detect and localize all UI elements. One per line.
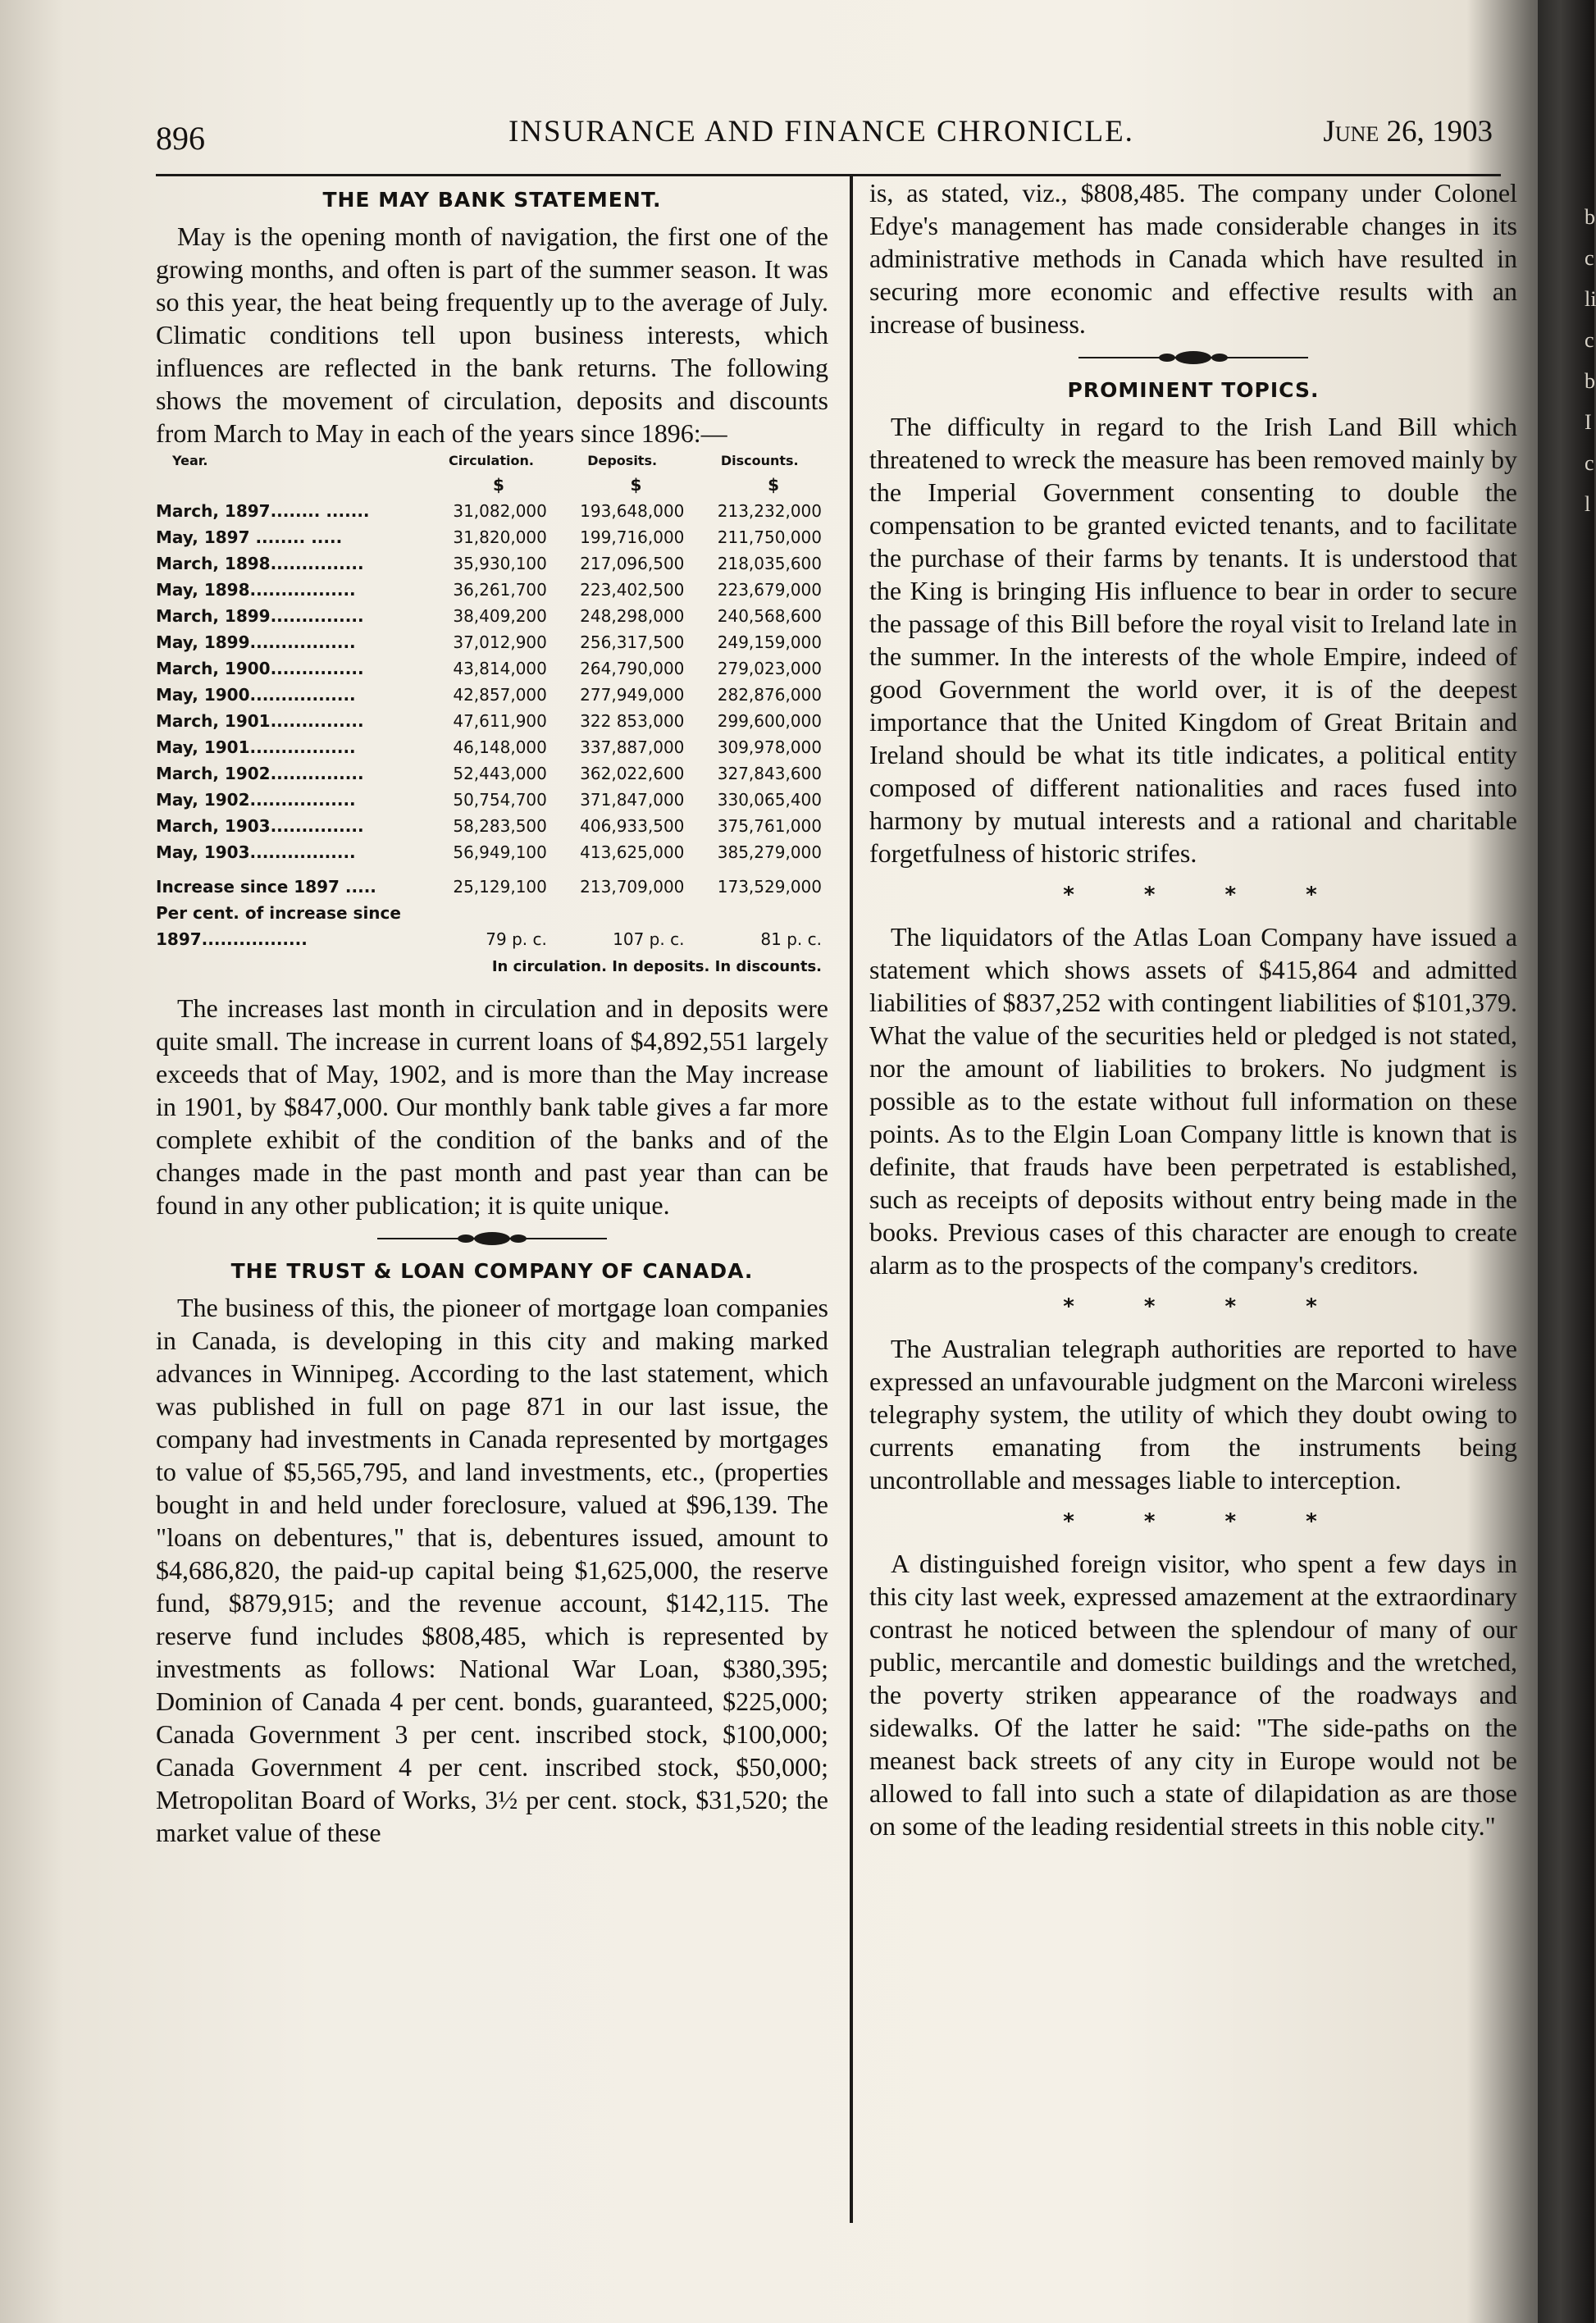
row-label: May, 1902.................	[156, 790, 356, 810]
row-label: March, 1903...............	[156, 816, 364, 836]
australian-telegraph-paragraph: The Australian telegraph authorities are reported to have expressed an unfavourable judgment on the Marconi wireless telegraphy system, the utility of which they doubt owing to currents emanating from the instruments being uncontrollable and messages liable to interception.	[869, 1334, 1517, 1495]
percent-label-row	[156, 897, 828, 923]
row-label: March, 1899...............	[156, 606, 364, 626]
row-discounts: 249,159,000	[717, 632, 822, 652]
row-deposits: 264,790,000	[580, 659, 685, 678]
row-circulation: 42,857,000	[453, 685, 547, 705]
margin-fragment: I	[1585, 410, 1592, 434]
row-circulation: 31,820,000	[453, 527, 547, 547]
currency-unit: $	[492, 475, 504, 495]
table-row	[156, 678, 828, 705]
may-bank-statement-conclusion: The increases last month in circulation and in deposits were quite small. The increase in current loans of $4,892,551 largely exceeds that of May, 1902, and is more than the May increase in 1901, by $847,000. Our monthly bank table gives a far more complete exhibit of the condition of the banks and of the changes made in the past month and past year than can be found in any other publication; it is quite unique.	[156, 993, 828, 1220]
table-row	[156, 731, 828, 757]
row-circulation: 43,814,000	[453, 659, 547, 678]
row-discounts: 327,843,600	[717, 764, 822, 783]
table-footer: In circulation. In deposits. In discounts.	[491, 958, 822, 975]
increase-label: Increase since 1897 .....	[156, 877, 376, 897]
separator-stars: * * * *	[1063, 1294, 1348, 1319]
row-discounts: 375,761,000	[717, 816, 822, 836]
prominent-topics-heading: PROMINENT TOPICS.	[1067, 378, 1320, 402]
separator-stars: * * * *	[1063, 1509, 1348, 1534]
row-deposits: 322 853,000	[580, 711, 685, 731]
row-deposits: 362,022,600	[580, 764, 685, 783]
table-row	[156, 600, 828, 626]
row-label: May, 1899.................	[156, 632, 356, 652]
table-row	[156, 783, 828, 810]
row-deposits: 406,933,500	[580, 816, 685, 836]
table-summary	[156, 862, 828, 975]
trust-loan-continuation: is, as stated, viz., $808,485. The company under Colonel Edye's management has made considerable changes in its administrative methods in Canada which have resulted in securing more economic and effective results with an increase of business.	[869, 178, 1517, 339]
row-circulation: 58,283,500	[453, 816, 547, 836]
row-circulation: 46,148,000	[453, 737, 547, 757]
row-circulation: 47,611,900	[453, 711, 547, 731]
row-circulation: 52,443,000	[453, 764, 547, 783]
row-label: May, 1900.................	[156, 685, 356, 705]
row-deposits: 256,317,500	[580, 632, 685, 652]
table-row	[156, 836, 828, 862]
row-discounts: 218,035,600	[717, 554, 822, 573]
row-deposits: 337,887,000	[580, 737, 685, 757]
row-label: March, 1898...............	[156, 554, 364, 573]
percent-deposits: 107 p. c.	[613, 929, 685, 949]
currency-unit: $	[768, 475, 779, 495]
row-circulation: 36,261,700	[453, 580, 547, 600]
row-discounts: 213,232,000	[717, 501, 822, 521]
page-number: 896	[156, 120, 205, 157]
row-discounts: 309,978,000	[717, 737, 822, 757]
table-row	[156, 626, 828, 652]
foreign-visitor-paragraph: A distinguished foreign visitor, who spent a few days in this city last week, expressed amazement at the extraordinary contrast he noticed between the splendour of many of our public, mercantile and domestic buildings and the wretched, the poverty striken appearance of the roadways and sidewalks. Of the latter he said: "The side-paths on the meanest back streets of any city in Europe would not be allowed to fall into such a state of dilapidation as are those on some of the leading residential streets in this noble city."	[869, 1549, 1517, 1841]
row-discounts: 299,600,000	[717, 711, 822, 731]
row-label: March, 1902...............	[156, 764, 364, 783]
column-header-discounts: Discounts.	[720, 453, 799, 468]
row-label: March, 1901...............	[156, 711, 364, 731]
page-header	[156, 111, 1493, 160]
atlas-loan-paragraph: The liquidators of the Atlas Loan Company have issued a statement which shows assets of $415,864 and admitted liabilities of $837,252 with contingent liabilities of $101,379. What the value of the securities held or pledged is not stated, nor the amount of liabilities to brokers. No judgment is possible as to the estate without full information on these points. As to the Elgin Loan Company little is known that is definite, that frauds have been perpetrated is established, such as receipts of deposits without entry being made in the books. Previous cases of this character are enough to create alarm as to the prospects of the company's creditors.	[869, 922, 1517, 1280]
table-row	[156, 810, 828, 836]
table-row	[156, 757, 828, 783]
table-row	[156, 547, 828, 573]
section-ornament	[1062, 349, 1325, 367]
increase-deposits: 213,709,000	[580, 877, 685, 897]
row-label: March, 1897........ .......	[156, 501, 370, 521]
row-deposits: 277,949,000	[580, 685, 685, 705]
bank-statement-table	[156, 451, 828, 975]
table-header-row	[156, 451, 828, 470]
percent-discounts: 81 p. c.	[760, 929, 822, 949]
increase-circulation: 25,129,100	[453, 877, 547, 897]
row-label: May, 1898.................	[156, 580, 356, 600]
row-deposits: 413,625,000	[580, 842, 685, 862]
separator-stars: * * * *	[1063, 883, 1348, 907]
percent-year: 1897.................	[156, 929, 308, 949]
row-deposits: 199,716,000	[580, 527, 685, 547]
row-circulation: 37,012,900	[453, 632, 547, 652]
row-deposits: 248,298,000	[580, 606, 685, 626]
column-rule	[850, 176, 853, 2223]
row-discounts: 385,279,000	[717, 842, 822, 862]
right-column	[869, 176, 1517, 1842]
margin-fragment: b	[1585, 205, 1595, 229]
may-bank-statement-heading: THE MAY BANK STATEMENT.	[322, 188, 662, 212]
row-deposits: 193,648,000	[580, 501, 685, 521]
row-label: May, 1897 ........ .....	[156, 527, 343, 547]
row-circulation: 31,082,000	[453, 501, 547, 521]
margin-fragment: c	[1585, 246, 1594, 270]
row-label: March, 1900...............	[156, 659, 364, 678]
margin-fragment: b	[1585, 369, 1595, 393]
table-row	[156, 705, 828, 731]
row-circulation: 56,949,100	[453, 842, 547, 862]
section-ornament	[361, 1230, 623, 1248]
row-discounts: 240,568,600	[717, 606, 822, 626]
row-deposits: 371,847,000	[580, 790, 685, 810]
margin-fragment: c	[1585, 451, 1594, 475]
margin-fragment: c	[1585, 328, 1594, 352]
adjacent-page-fragments	[1585, 197, 1594, 525]
row-label: May, 1901.................	[156, 737, 356, 757]
percent-label: Per cent. of increase since	[156, 903, 401, 923]
row-deposits: 217,096,500	[580, 554, 685, 573]
may-bank-statement-intro: May is the opening month of navigation, the first one of the growing months, and often is part of the summer season. It was so this year, the heat being frequently up to the average of July. Climatic conditions tell upon business interests, which influences are reflected in the bank returns. The following shows the movement of circulation, deposits and discounts from March to May in each of the years since 1896:—	[156, 221, 828, 448]
currency-unit-row	[156, 470, 828, 495]
currency-unit: $	[630, 475, 642, 495]
irish-land-bill-paragraph: The difficulty in regard to the Irish Land Bill which threatened to wreck the measure has been removed mainly by the Imperial Government consenting to double the compensation to be granted evicted tenants, and to facilitate the purchase of their farms by tenants. It is understood that the King is bringing His influence to bear in order to secure the passage of this Bill before the royal visit to Ireland late in the summer. In the interests of the whole Empire, indeed of good Government the world over, it is of the deepest importance that the United Kingdom of Great Britain and Ireland should be what its title indicates, a political entity composed of different nationalities and races fused into harmony by mutual interests and a rational and charitable forgetfulness of historic strifes.	[869, 412, 1517, 868]
percent-circulation: 79 p. c.	[486, 929, 547, 949]
increase-discounts: 173,529,000	[717, 877, 822, 897]
trust-loan-heading: THE TRUST & LOAN COMPANY OF CANADA.	[230, 1259, 754, 1283]
row-discounts: 223,679,000	[717, 580, 822, 600]
journal-title: INSURANCE AND FINANCE CHRONICLE.	[508, 115, 1134, 148]
table-row	[156, 652, 828, 678]
percent-row	[156, 923, 828, 949]
table-row	[156, 573, 828, 600]
row-circulation: 38,409,200	[453, 606, 547, 626]
column-header-year: Year.	[172, 453, 208, 468]
row-circulation: 50,754,700	[453, 790, 547, 810]
row-discounts: 282,876,000	[717, 685, 822, 705]
table-row	[156, 521, 828, 547]
left-column	[156, 176, 828, 1849]
trust-loan-body: The business of this, the pioneer of mortgage loan companies in Canada, is developing in this city and making marked advances in Winnipeg. According to the last statement, which was published in full on page 871 in our last issue, the company had investments in Canada represented by mortgages to value of $5,565,795, and land investments, etc., (properties bought in and held under foreclosure, valued at $96,139. The "loans on debentures," that is, debentures issued, amount to $4,686,820, the paid-up capital being $1,625,000, the reserve fund, $879,915; and the revenue account, $142,115. The reserve fund includes $808,485, which is represented by investments as follows: National War Loan, $380,395; Dominion of Canada 4 per cent. bonds, guaranteed, $225,000; Canada Government 3 per cent. inscribed stock, $100,000; Canada Government 4 per cent. inscribed stock, $50,000; Metropolitan Board of Works, 3½ per cent. stock, $31,520; the market value of these	[156, 1293, 828, 1847]
row-circulation: 35,930,100	[453, 554, 547, 573]
column-header-deposits: Deposits.	[587, 453, 658, 468]
row-label: May, 1903.................	[156, 842, 356, 862]
table-body	[156, 470, 828, 862]
table-footer-row	[156, 949, 828, 975]
increase-row	[156, 870, 828, 897]
row-deposits: 223,402,500	[580, 580, 685, 600]
issue-date: June 26, 1903	[1323, 115, 1493, 148]
column-header-circulation: Circulation.	[449, 453, 534, 468]
table-row	[156, 495, 828, 521]
row-discounts: 279,023,000	[717, 659, 822, 678]
row-discounts: 211,750,000	[717, 527, 822, 547]
margin-fragment: l	[1585, 492, 1591, 516]
margin-fragment: li	[1585, 287, 1596, 311]
row-discounts: 330,065,400	[717, 790, 822, 810]
